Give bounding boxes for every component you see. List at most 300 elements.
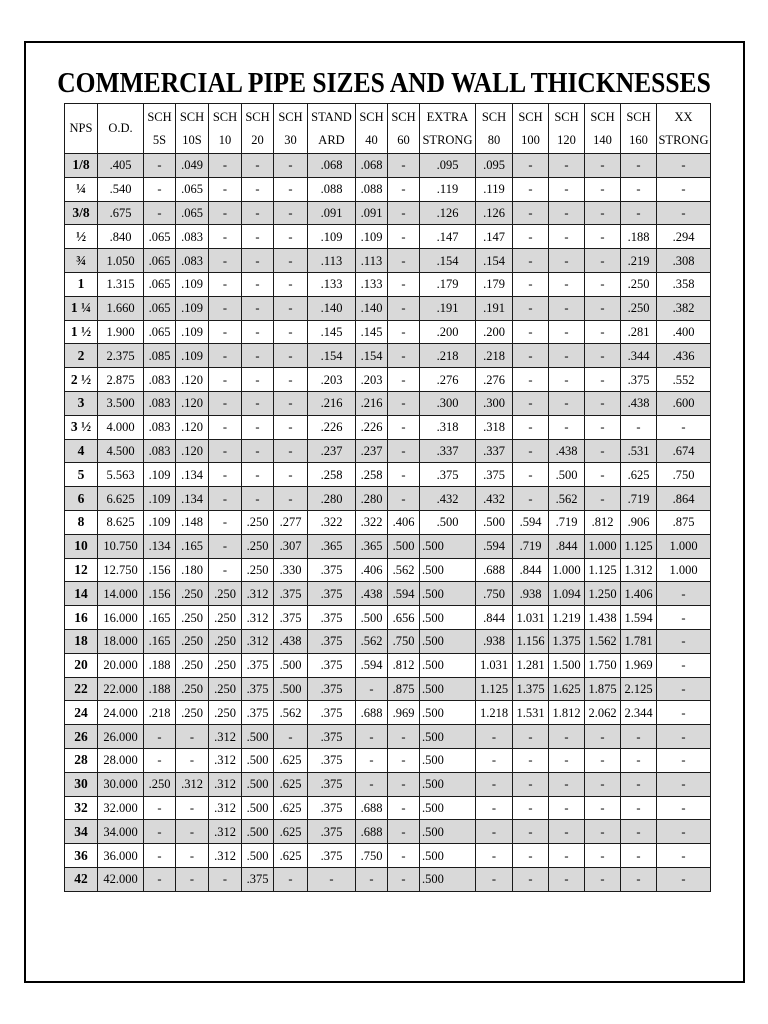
pipe-size-table <box>64 103 711 892</box>
column-header-line1: O.D. <box>108 121 133 135</box>
table-cell: - <box>513 487 549 511</box>
table-cell: - <box>209 249 242 273</box>
column-header-line2: 140 <box>593 132 612 147</box>
table-cell: .625 <box>274 748 308 772</box>
table-cell: .500 <box>420 629 476 653</box>
table-cell: .277 <box>274 510 308 534</box>
table-cell: 12.750 <box>98 558 144 582</box>
table-cell: - <box>621 201 657 225</box>
table-cell: .109 <box>356 225 388 249</box>
table-cell: .500 <box>420 534 476 558</box>
nps-cell: 28 <box>65 748 98 772</box>
table-cell: .088 <box>356 177 388 201</box>
table-cell: - <box>274 344 308 368</box>
table-cell: .179 <box>476 272 513 296</box>
table-cell: .600 <box>657 391 711 415</box>
table-cell: .688 <box>356 820 388 844</box>
table-cell: 24.000 <box>98 701 144 725</box>
table-cell: - <box>549 272 585 296</box>
table-cell: .432 <box>476 487 513 511</box>
table-cell: .875 <box>657 510 711 534</box>
table-cell: .562 <box>388 558 420 582</box>
nps-cell: 42 <box>65 867 98 891</box>
table-cell: - <box>388 320 420 344</box>
table-cell: 1.900 <box>98 320 144 344</box>
table-cell: - <box>657 867 711 891</box>
table-cell: .500 <box>420 820 476 844</box>
table-cell: - <box>176 844 209 868</box>
table-cell: - <box>274 154 308 178</box>
table-cell: - <box>274 177 308 201</box>
table-row <box>65 629 711 653</box>
table-cell: .500 <box>420 796 476 820</box>
table-cell: 34.000 <box>98 820 144 844</box>
column-header-line2: 160 <box>629 132 648 147</box>
table-cell: - <box>242 463 274 487</box>
table-cell: 36.000 <box>98 844 144 868</box>
table-cell: .405 <box>98 154 144 178</box>
table-cell: .322 <box>356 510 388 534</box>
table-cell: .432 <box>420 487 476 511</box>
table-cell: .382 <box>657 296 711 320</box>
table-cell: 2.375 <box>98 344 144 368</box>
table-cell: - <box>657 177 711 201</box>
table-cell: .068 <box>308 154 356 178</box>
table-cell: - <box>621 725 657 749</box>
table-cell: - <box>209 558 242 582</box>
table-cell: .113 <box>308 249 356 273</box>
table-cell: .068 <box>356 154 388 178</box>
table-cell: .906 <box>621 510 657 534</box>
table-cell: .375 <box>308 820 356 844</box>
nps-cell: 10 <box>65 534 98 558</box>
table-cell: - <box>242 344 274 368</box>
table-cell: - <box>274 368 308 392</box>
table-cell: - <box>585 820 621 844</box>
table-cell: - <box>176 820 209 844</box>
table-cell: 28.000 <box>98 748 144 772</box>
table-cell: .500 <box>274 677 308 701</box>
table-cell: 1.000 <box>549 558 585 582</box>
table-row <box>65 415 711 439</box>
table-cell: .088 <box>308 177 356 201</box>
table-cell: .594 <box>388 582 420 606</box>
table-cell: .500 <box>420 558 476 582</box>
table-cell: - <box>144 820 176 844</box>
column-header-line2: 10S <box>182 132 202 147</box>
table-cell: .307 <box>274 534 308 558</box>
column-header-line2: 30 <box>284 132 297 147</box>
table-cell: 1.660 <box>98 296 144 320</box>
table-cell: - <box>274 249 308 273</box>
table-cell: - <box>388 344 420 368</box>
table-cell: - <box>513 796 549 820</box>
page-title: COMMERCIAL PIPE SIZES AND WALL THICKNESSES <box>57 67 711 99</box>
table-cell: - <box>657 154 711 178</box>
table-cell: .318 <box>476 415 513 439</box>
table-cell: .375 <box>242 867 274 891</box>
table-cell: - <box>585 725 621 749</box>
table-cell: - <box>621 415 657 439</box>
table-cell: .500 <box>420 772 476 796</box>
nps-cell: 3 <box>65 391 98 415</box>
table-cell: .375 <box>420 463 476 487</box>
table-cell: - <box>621 154 657 178</box>
table-cell: .191 <box>476 296 513 320</box>
table-cell: .719 <box>549 510 585 534</box>
table-cell: - <box>242 201 274 225</box>
table-cell: .438 <box>356 582 388 606</box>
table-cell: - <box>513 725 549 749</box>
table-cell: - <box>144 201 176 225</box>
table-cell: .337 <box>476 439 513 463</box>
table-row <box>65 344 711 368</box>
table-cell: - <box>242 249 274 273</box>
table-cell: .562 <box>356 629 388 653</box>
table-cell: .375 <box>308 725 356 749</box>
table-cell: .154 <box>308 344 356 368</box>
table-cell: 1.750 <box>585 653 621 677</box>
table-cell: .500 <box>388 534 420 558</box>
table-cell: .750 <box>476 582 513 606</box>
column-header-line1: SCH <box>590 109 615 124</box>
table-cell: - <box>549 748 585 772</box>
table-cell: .226 <box>308 415 356 439</box>
table-cell: .133 <box>308 272 356 296</box>
table-cell: 2.344 <box>621 701 657 725</box>
table-cell: .148 <box>176 510 209 534</box>
table-cell: - <box>274 463 308 487</box>
table-cell: - <box>274 272 308 296</box>
column-header-line1: SCH <box>179 109 205 124</box>
column-header-line2: 40 <box>365 132 378 147</box>
table-cell: - <box>388 725 420 749</box>
table-row <box>65 653 711 677</box>
table-cell: .219 <box>621 249 657 273</box>
table-cell: .154 <box>420 249 476 273</box>
table-cell: - <box>242 296 274 320</box>
table-cell: - <box>356 867 388 891</box>
table-row <box>65 748 711 772</box>
table-cell: - <box>513 844 549 868</box>
table-cell: - <box>549 225 585 249</box>
column-header <box>356 104 388 154</box>
column-header-line2: STRONG <box>658 132 709 147</box>
table-cell: - <box>274 225 308 249</box>
table-cell: .250 <box>144 772 176 796</box>
table-cell: .500 <box>242 796 274 820</box>
column-header-line1: SCH <box>278 109 303 124</box>
table-cell: .500 <box>242 772 274 796</box>
table-cell: - <box>549 296 585 320</box>
column-header-line2: 60 <box>397 132 410 147</box>
table-cell: .375 <box>308 701 356 725</box>
table-cell: .375 <box>308 844 356 868</box>
table-cell: - <box>585 415 621 439</box>
table-cell: - <box>209 320 242 344</box>
table-cell: - <box>621 796 657 820</box>
table-cell: .625 <box>274 772 308 796</box>
table-cell: 1.250 <box>585 582 621 606</box>
table-cell: 3.500 <box>98 391 144 415</box>
table-cell: .844 <box>513 558 549 582</box>
table-row <box>65 154 711 178</box>
table-cell: .065 <box>144 320 176 344</box>
table-cell: .065 <box>176 201 209 225</box>
column-header <box>585 104 621 154</box>
table-cell: .250 <box>209 629 242 653</box>
table-cell: 1.500 <box>549 653 585 677</box>
table-cell: - <box>476 844 513 868</box>
table-cell: 1.312 <box>621 558 657 582</box>
table-cell: .312 <box>209 725 242 749</box>
table-cell: - <box>549 820 585 844</box>
table-cell: - <box>657 415 711 439</box>
nps-cell: 20 <box>65 653 98 677</box>
table-cell: .145 <box>308 320 356 344</box>
nps-cell: 32 <box>65 796 98 820</box>
table-cell: .065 <box>176 177 209 201</box>
table-cell: - <box>274 201 308 225</box>
table-cell: 10.750 <box>98 534 144 558</box>
table-cell: 30.000 <box>98 772 144 796</box>
nps-cell: ¾ <box>65 249 98 273</box>
nps-cell: 4 <box>65 439 98 463</box>
table-cell: .281 <box>621 320 657 344</box>
table-cell: .312 <box>242 606 274 630</box>
table-cell: - <box>585 391 621 415</box>
table-cell: 1.438 <box>585 606 621 630</box>
table-cell: .438 <box>621 391 657 415</box>
table-cell: .250 <box>242 534 274 558</box>
table-cell: - <box>621 820 657 844</box>
table-cell: - <box>657 629 711 653</box>
column-header <box>513 104 549 154</box>
table-row <box>65 463 711 487</box>
table-cell: 1.031 <box>476 653 513 677</box>
table-cell: .145 <box>356 320 388 344</box>
table-cell: .049 <box>176 154 209 178</box>
table-cell: .688 <box>356 701 388 725</box>
table-cell: .109 <box>144 510 176 534</box>
nps-cell: 22 <box>65 677 98 701</box>
table-row <box>65 772 711 796</box>
table-cell: - <box>388 820 420 844</box>
table-cell: - <box>657 820 711 844</box>
table-row <box>65 320 711 344</box>
table-cell: - <box>585 439 621 463</box>
table-cell: .126 <box>420 201 476 225</box>
table-cell: .540 <box>98 177 144 201</box>
table-cell: 1.219 <box>549 606 585 630</box>
table-cell: - <box>657 582 711 606</box>
table-cell: 1.125 <box>476 677 513 701</box>
nps-cell: 3/8 <box>65 201 98 225</box>
table-cell: - <box>388 463 420 487</box>
table-cell: - <box>513 867 549 891</box>
table-row <box>65 201 711 225</box>
column-header <box>308 104 356 154</box>
table-cell: - <box>549 201 585 225</box>
table-cell: - <box>549 725 585 749</box>
column-header-line2: 120 <box>557 132 576 147</box>
table-cell: .375 <box>308 558 356 582</box>
table-cell: 14.000 <box>98 582 144 606</box>
table-cell: - <box>274 415 308 439</box>
table-cell: .083 <box>176 225 209 249</box>
table-cell: 1.156 <box>513 629 549 653</box>
table-cell: .300 <box>420 391 476 415</box>
table-cell: - <box>585 368 621 392</box>
column-header-line1: SCH <box>518 109 543 124</box>
column-header-line1: NPS <box>69 121 93 135</box>
table-cell: 1.594 <box>621 606 657 630</box>
table-cell: .500 <box>549 463 585 487</box>
table-cell: - <box>513 748 549 772</box>
table-cell: - <box>388 772 420 796</box>
table-cell: .938 <box>476 629 513 653</box>
nps-cell: 30 <box>65 772 98 796</box>
column-header-line2: 10 <box>218 132 232 147</box>
table-cell: .812 <box>585 510 621 534</box>
table-cell: .203 <box>356 368 388 392</box>
table-row <box>65 867 711 891</box>
table-cell: .113 <box>356 249 388 273</box>
table-cell: .688 <box>356 796 388 820</box>
table-cell: - <box>274 867 308 891</box>
table-cell: - <box>176 725 209 749</box>
table-cell: 32.000 <box>98 796 144 820</box>
table-cell: .438 <box>274 629 308 653</box>
table-cell: - <box>513 415 549 439</box>
table-cell: .218 <box>420 344 476 368</box>
table-cell: - <box>176 748 209 772</box>
table-cell: - <box>176 867 209 891</box>
table-cell: - <box>476 748 513 772</box>
nps-cell: 18 <box>65 629 98 653</box>
table-cell: .625 <box>274 796 308 820</box>
table-cell: 2.062 <box>585 701 621 725</box>
table-row <box>65 487 711 511</box>
table-cell: .250 <box>176 582 209 606</box>
table-cell: - <box>308 867 356 891</box>
table-cell: .276 <box>420 368 476 392</box>
table-cell: - <box>585 177 621 201</box>
table-cell: .375 <box>242 701 274 725</box>
table-cell: - <box>549 867 585 891</box>
table-cell: 22.000 <box>98 677 144 701</box>
table-cell: .594 <box>476 534 513 558</box>
table-cell: .312 <box>209 748 242 772</box>
table-cell: - <box>513 344 549 368</box>
table-cell: 2.125 <box>621 677 657 701</box>
table-cell: 1.375 <box>549 629 585 653</box>
table-cell: .095 <box>420 154 476 178</box>
table-cell: .562 <box>549 487 585 511</box>
table-cell: .218 <box>144 701 176 725</box>
table-cell: .406 <box>356 558 388 582</box>
table-cell: - <box>388 272 420 296</box>
column-header-line1: SCH <box>554 109 579 124</box>
table-cell: .375 <box>621 368 657 392</box>
table-cell: - <box>513 772 549 796</box>
table-row <box>65 534 711 558</box>
table-cell: .147 <box>420 225 476 249</box>
table-cell: 18.000 <box>98 629 144 653</box>
table-cell: - <box>657 701 711 725</box>
table-cell: .322 <box>308 510 356 534</box>
table-cell: .625 <box>274 820 308 844</box>
table-cell: .134 <box>144 534 176 558</box>
table-cell: .375 <box>308 772 356 796</box>
column-header <box>388 104 420 154</box>
table-cell: - <box>274 296 308 320</box>
table-cell: .218 <box>476 344 513 368</box>
table-cell: - <box>585 296 621 320</box>
table-cell: - <box>513 177 549 201</box>
table-cell: - <box>621 867 657 891</box>
table-cell: 1.031 <box>513 606 549 630</box>
table-cell: - <box>513 439 549 463</box>
table-cell: .500 <box>242 725 274 749</box>
table-row <box>65 701 711 725</box>
table-cell: .375 <box>308 606 356 630</box>
table-cell: .719 <box>513 534 549 558</box>
table-cell: - <box>242 415 274 439</box>
table-cell: .844 <box>476 606 513 630</box>
table-cell: .312 <box>209 844 242 868</box>
column-header <box>98 104 144 154</box>
table-cell: .134 <box>176 487 209 511</box>
table-cell: .200 <box>420 320 476 344</box>
table-cell: .375 <box>308 629 356 653</box>
column-header-line2: ARD <box>318 132 345 147</box>
table-cell: - <box>513 154 549 178</box>
table-cell: - <box>388 391 420 415</box>
table-cell: - <box>549 154 585 178</box>
table-cell: - <box>549 796 585 820</box>
table-cell: .812 <box>388 653 420 677</box>
table-cell: 20.000 <box>98 653 144 677</box>
nps-cell: 36 <box>65 844 98 868</box>
column-header-line1: EXTRA <box>426 109 469 124</box>
table-cell: .120 <box>176 368 209 392</box>
table-cell: - <box>388 368 420 392</box>
table-cell: .312 <box>209 820 242 844</box>
table-cell: .436 <box>657 344 711 368</box>
column-header <box>176 104 209 154</box>
nps-cell: 2 <box>65 344 98 368</box>
table-cell: .091 <box>356 201 388 225</box>
table-cell: .250 <box>209 701 242 725</box>
table-cell: .750 <box>356 844 388 868</box>
table-cell: .179 <box>420 272 476 296</box>
table-cell: .500 <box>420 844 476 868</box>
table-cell: - <box>585 748 621 772</box>
table-cell: .594 <box>513 510 549 534</box>
table-cell: .083 <box>144 368 176 392</box>
table-cell: - <box>513 391 549 415</box>
table-cell: .120 <box>176 415 209 439</box>
table-cell: .294 <box>657 225 711 249</box>
table-cell: - <box>585 867 621 891</box>
table-cell: .147 <box>476 225 513 249</box>
table-cell: - <box>549 320 585 344</box>
table-cell: .375 <box>476 463 513 487</box>
table-cell: - <box>657 677 711 701</box>
table-cell: .562 <box>274 701 308 725</box>
table-cell: - <box>657 201 711 225</box>
